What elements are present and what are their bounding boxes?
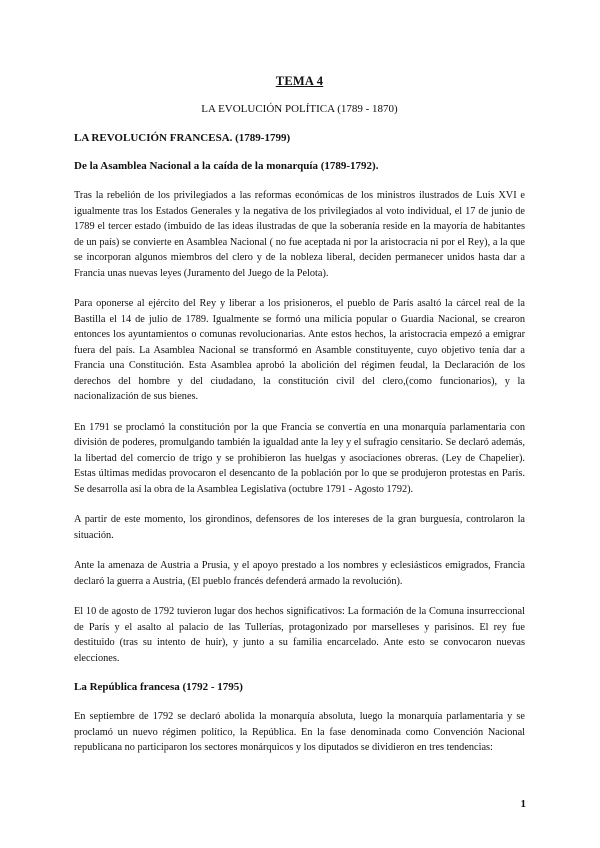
document-subtitle: LA EVOLUCIÓN POLÍTICA (1789 - 1870) bbox=[201, 103, 398, 115]
page-number: 1 bbox=[520, 798, 526, 810]
paragraph: El 10 de agosto de 1792 tuvieron lugar dos hechos significativos: La formación de la Comuna insurreccional de París y el asalto al palacio de las Tullerías, protagonizado por marselleses y parisinos. El rey fue destituido (tras su intento de huir), y junto a su familia encarcelado. Ante esto se convocaron nuevas elecciones. bbox=[74, 606, 525, 664]
paragraph: En septiembre de 1792 se declaró abolida la monarquía absoluta, luego la monarquía parlamentaria y se proclamó un nuevo régimen político, la República. En la fase denominada como Convención Nacional republicana no participaron los sectores monárquicos y los diputados se dividieron en tres tendencias: bbox=[74, 711, 525, 753]
document-title: TEMA 4 bbox=[275, 74, 324, 88]
paragraph: Ante la amenaza de Austria a Prusia, y el apoyo prestado a los nombres y eclesiásticos emigrados, Francia declaró la guerra a Austria, (El pueblo francés defenderá armado la revolución). bbox=[74, 560, 525, 587]
page-content bbox=[74, 74, 525, 771]
paragraph: En 1791 se proclamó la constitución por la que Francia se convertía en una monarquía parlamentaria con división de poderes, promulgando también la igualdad ante la ley y el sufragio censitario. Se declaró además, la libertad del comercio de trigo y se prohibieron las huelgas y asociaciones obreras. (Ley de Chapelier). Estas últimas medidas provocaron el desencanto de la población por lo que se produjeron protestas en París. Se desarrolla así la obra de la Asamblea Legislativa (octubre 1791 - Agosto 1792). bbox=[74, 421, 525, 495]
paragraph: Para oponerse al ejército del Rey y liberar a los prisioneros, el pueblo de París asaltó la cárcel real de la Bastilla el 14 de julio de 1789. Igualmente se formó una milicia popular o Guardia Nacional, se crearon entonces los ayuntamientos o comunas revolucionarias. Ante estos hechos, la aristocracia empezó a emigrar fuera del país. La Asamblea Nacional se transformó en Asamble constituyente, cuyo objetivo tenía dar a Francia una Constitución. Esta Asamblea aprobó la abolición del régimen feudal, la Declaración de los derechos del hombre y del ciudadano, la constitución civil del clero,(como funcionarios), y la nacionalización de sus bienes. bbox=[74, 298, 525, 402]
paragraph: A partir de este momento, los girondinos, defensores de los intereses de la gran burguesía, controlaron la situación. bbox=[74, 514, 525, 541]
subsection-heading-asamblea: De la Asamblea Nacional a la caída de la monarquía (1789-1792). bbox=[74, 160, 379, 172]
section-heading-revolucion: LA REVOLUCIÓN FRANCESA. (1789-1799) bbox=[74, 132, 291, 144]
section-heading-republica: La República francesa (1792 - 1795) bbox=[74, 681, 243, 693]
paragraph: Tras la rebelión de los privilegiados a las reformas económicas de los ministros ilustrados de Luis XVI e igualmente tras los Estados Generales y la negativa de los privilegiados al voto individual, el 17 de junio de 1789 el tercer estado (imbuido de las ideas ilustradas de que la soberanía reside en la mayoría de habitantes de un país) se convierte en Asamblea Nacional ( no fue aceptada ni por la aristocracia ni por el Rey), a la que se incorporan algunos miembros del clero y de la nobleza liberal, deciden permanecer unidos hasta dar a Francia unas nuevas leyes (Juramento del Juego de la Pelota). bbox=[74, 190, 525, 279]
